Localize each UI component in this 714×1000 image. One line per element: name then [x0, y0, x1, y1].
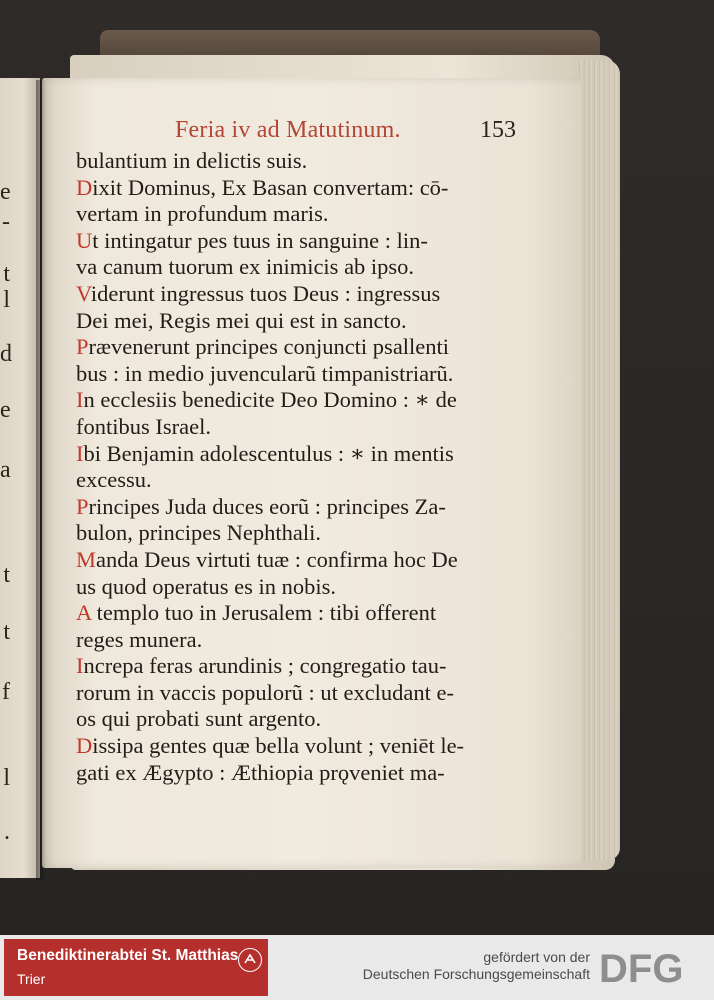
text-line	[76, 414, 526, 441]
text-line	[76, 467, 526, 494]
text-line	[76, 627, 526, 654]
rubricated-initial: P	[76, 334, 89, 360]
text-line	[76, 520, 526, 547]
page-number: 153	[480, 117, 516, 143]
text-line	[76, 281, 526, 308]
institution-badge[interactable]	[4, 939, 268, 996]
text-line	[76, 547, 526, 574]
running-title: Feria iv ad Matutinum.	[175, 117, 401, 143]
rubricated-initial: D	[76, 174, 93, 200]
line-text: bi Benjamin adolescentulus : ∗ in mentis	[83, 440, 454, 466]
left-page-letter: t	[3, 261, 10, 287]
line-text: ncrepa feras arundinis ; congregatio tau-	[83, 653, 447, 679]
line-text: bulon, principes Nephthali.	[76, 520, 321, 546]
left-page-letter: t	[3, 619, 10, 645]
institution-name: Benediktinerabtei St. Matthias	[17, 947, 239, 964]
text-line	[76, 254, 526, 281]
dfg-logo[interactable]	[597, 947, 707, 991]
rubricated-initial: I	[76, 440, 84, 466]
text-line	[76, 733, 526, 760]
rubricated-initial: I	[76, 387, 84, 413]
line-text: templo tuo in Jerusalem : tibi offerent	[91, 600, 437, 626]
text-line	[76, 361, 526, 388]
spine-shadow	[36, 80, 46, 880]
line-text: t intingatur pes tuus in sanguine : lin-	[92, 227, 428, 253]
rubricated-initial: A	[76, 600, 92, 626]
funding-line-1: gefördert von der	[483, 949, 590, 965]
left-page-letter: e	[0, 397, 11, 423]
funding-line-2: Deutschen Forschungsgemeinschaft	[362, 966, 590, 982]
text-line	[76, 600, 526, 627]
left-page-letter: l	[3, 765, 10, 791]
text-line	[76, 201, 526, 228]
rubricated-initial: D	[76, 733, 93, 759]
text-line	[76, 387, 526, 414]
text-line	[76, 760, 526, 787]
funding-note	[363, 949, 590, 983]
text-line	[76, 334, 526, 361]
left-page-letter: .	[4, 819, 10, 845]
line-text: Dei mei, Regis mei qui est in sancto.	[76, 307, 407, 333]
left-page-letter: l	[3, 287, 10, 313]
institution-city: Trier	[17, 971, 46, 987]
footer-bar	[0, 935, 714, 1000]
line-text: excessu.	[76, 467, 152, 493]
line-text: rincipes Juda duces eorũ : principes Za-	[88, 493, 446, 519]
line-text: reges munera.	[76, 626, 203, 652]
left-page-letter: t	[3, 562, 10, 588]
line-text: us quod operatus es in nobis.	[76, 573, 336, 599]
line-text: issipa gentes quæ bella volunt ; veniēt le-	[92, 733, 465, 759]
line-text: fontibus Israel.	[76, 413, 211, 439]
dfg-logo-text: DFG	[599, 947, 684, 991]
rubricated-initial: M	[76, 546, 97, 572]
text-line	[76, 574, 526, 601]
rubricated-initial: U	[76, 227, 93, 253]
line-text: va canum tuorum ex inimicis ab ipso.	[76, 254, 415, 280]
line-text: gati ex Ægypto : Æthiopia prǫveniet ma-	[76, 759, 445, 785]
line-text: bulantium in delictis suis.	[76, 148, 308, 173]
line-text: bus : in medio juvencularũ timpanistriarũ.	[76, 360, 454, 386]
line-text: vertam in profundum maris.	[76, 201, 329, 227]
page-edges	[578, 60, 620, 860]
line-text: ixit Dominus, Ex Basan convertam: cō-	[92, 174, 449, 200]
line-text: rævenerunt principes conjuncti psallenti	[88, 334, 450, 360]
abbey-seal-icon	[238, 948, 262, 972]
left-page-letter: a	[0, 457, 11, 483]
text-line	[76, 308, 526, 335]
page-header	[175, 117, 535, 149]
rubricated-initial: P	[76, 493, 89, 519]
line-text: anda Deus virtuti tuæ : confirma hoc De	[96, 546, 458, 572]
line-text: os qui probati sunt argento.	[76, 706, 322, 732]
rubricated-initial: V	[76, 280, 91, 306]
line-text: rorum in vaccis populorũ : ut excludant e-	[76, 679, 455, 705]
text-line	[76, 680, 526, 707]
text-line	[76, 228, 526, 255]
text-line	[76, 494, 526, 521]
text-line	[76, 175, 526, 202]
text-line	[76, 706, 526, 733]
left-page-letter: f	[2, 679, 10, 705]
left-page-letter: e	[0, 179, 11, 205]
left-page-letter: -	[2, 209, 10, 235]
text-line	[76, 653, 526, 680]
text-line	[76, 148, 526, 175]
psalm-text	[76, 148, 526, 786]
line-text: iderunt ingressus tuos Deus : ingressus	[90, 280, 441, 306]
rubricated-initial: I	[76, 653, 84, 679]
line-text: n ecclesiis benedicite Deo Domino : ∗ de	[83, 387, 457, 413]
left-page-letter: d	[0, 341, 12, 367]
text-line	[76, 441, 526, 468]
